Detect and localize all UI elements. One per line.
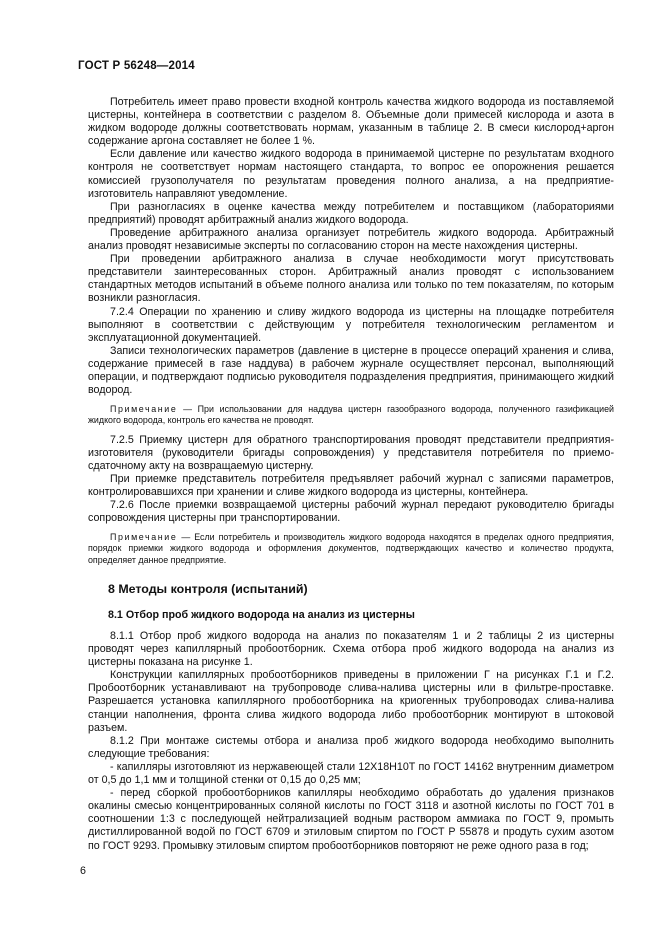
list-item: - перед сборкой пробоотборников капилляры необходимо обработать до удаления признаков окалины смесью концентрированных соляной кислоты по ГОСТ 3118 и азотной кислоты по ГОСТ 701 в соотношении 1:3 с последующей нейтрализацией водным раствором аммиака по ГОСТ 9, промыть дистиллированной водой по ГОСТ 6709 и этиловым спиртом по ГОСТ Р 55878 и продуть сухим азотом по ГОСТ 9293. Промывку этиловым спиртом пробоотборников повторяют не реже одного раза в год; — [88, 787, 614, 852]
standard-code-header: ГОСТ Р 56248—2014 — [78, 60, 195, 72]
page-number: 6 — [80, 865, 86, 877]
paragraph: 8.1.2 При монтаже системы отбора и анализа проб жидкого водорода необходимо выполнить следующие требования: — [88, 734, 614, 760]
paragraph: 7.2.5 Приемку цистерн для обратного транспортирования проводят представители предприятия-изготовителя (руководители бригады сопровождения) у представителя потребителя по приемо-сдаточному акту на возвращаемую цистерну. — [88, 433, 614, 472]
note-label: Примечание — [110, 532, 178, 543]
paragraph: При разногласиях в оценке качества между потребителем и поставщиком (лабораториями предприятий) проводят арбитражный анализ жидкого водорода. — [88, 200, 614, 226]
paragraph: Записи технологических параметров (давление в цистерне в процессе операций хранения и слива, содержание примесей в газе наддува) в рабочем журнале осуществляет персонал, выполняющий операции, и подтверждают подписью руководителя подразделения предприятия, принимающего жидкий водород. — [88, 344, 614, 397]
list-item: - капилляры изготовляют из нержавеющей стали 12Х18Н10Т по ГОСТ 14162 внутренним диаметром от 0,5 до 1,1 мм и толщиной стенки от 0,15 до 0,25 мм; — [88, 760, 614, 787]
paragraph: 8.1.1 Отбор проб жидкого водорода на анализ по показателям 1 и 2 таблицы 2 из цистерны проводят через капиллярный пробоотборник. Схема отбора проб жидкого водорода на анализ из цистерны показана на рисунке 1. — [88, 630, 614, 669]
paragraph: Если давление или качество жидкого водорода в принимаемой цистерне по результатам входного контроля не соответствует нормам настоящего стандарта, то вопрос ее опорожнения решается комиссией грузополучателя по результатам проведения полного анализа, а на предприятие-изготовитель направляют уведомление. — [88, 148, 614, 200]
paragraph: 7.2.6 После приемки возвращаемой цистерны рабочий журнал передают руководителю бригады сопровождения цистерны при транспортировании. — [88, 499, 614, 525]
paragraph: Потребитель имеет право провести входной контроль качества жидкого водорода из поставляемой цистерны, контейнера в соответствии с разделом 8. Объемные доли примесей кислорода и азота в жидком водороде должны соответствовать нормам, указанным в таблице 2. В смеси кислород+аргон содержание аргона составляет не более 1 %. — [88, 96, 614, 148]
paragraph: 7.2.4 Операции по хранению и сливу жидкого водорода из цистерны на площадке потребителя выполняют в соответствии с действующим у потребителя технологическим регламентом и эксплуатационной документацией. — [88, 305, 614, 344]
note-1 — [88, 404, 614, 426]
page-body — [88, 96, 614, 853]
note-2 — [88, 532, 614, 566]
section-title: 8 Методы контроля (испытаний) — [108, 581, 308, 596]
note-label: Примечание — [110, 404, 178, 415]
subsection-title: 8.1 Отбор проб жидкого водорода на анализ из цистерны — [108, 608, 415, 621]
paragraph: Проведение арбитражного анализа организует потребитель жидкого водорода. Арбитражный анализ проводят независимые эксперты по согласованию сторон на месте нахождения цистерны. — [88, 226, 614, 253]
paragraph: Конструкции капиллярных пробоотборников приведены в приложении Г на рисунках Г.1 и Г.2. Пробоотборник устанавливают на трубопроводе слива-налива цистерны или в фильтре-проставке. Разрешается установка капиллярного пробоотборника на криогенных трубопроводах слива-налива станции наполнения, фронта слива жидкого водорода либо пробоотборник монтируют в штоковой разъем. — [88, 669, 614, 734]
paragraph: При проведении арбитражного анализа в случае необходимости могут присутствовать представители заинтересованных сторон. Арбитражный анализ проводят с использованием стандартных методов испытаний в объеме полного анализа или только по тем показателям, по которым возникли разногласия. — [88, 253, 614, 305]
note-text: — Если потребитель и производитель жидкого водорода находятся в пределах одного предприятия, порядок приемки жидкого водорода и оформления документов, подтверждающих качество и количество продукта, определяет данное предприятие. — [88, 532, 614, 565]
paragraph: При приемке представитель потребителя предъявляет рабочий журнал с записями параметров, контролировавшихся при хранении и сливе жидкого водорода из цистерны, контейнера. — [88, 472, 614, 498]
note-text: — При использовании для наддува цистерн газообразного водорода, полученного газификацией жидкого водорода, контроль его качества не проводят. — [88, 404, 614, 426]
